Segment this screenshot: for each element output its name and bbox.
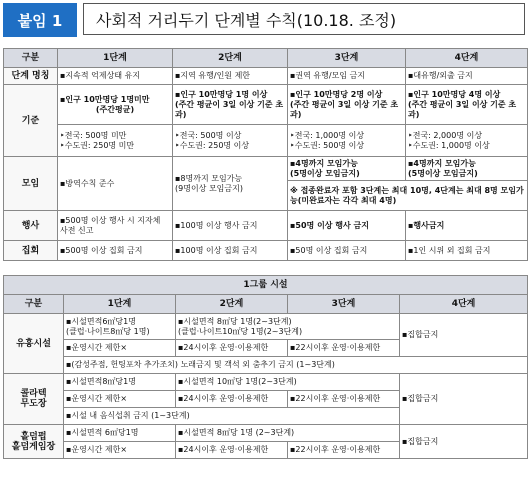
row-label <box>4 374 64 425</box>
cell-subtext: (9명이상 모임금지) <box>175 183 243 193</box>
cell-text: ‣전국: 2,000명 이상 <box>408 130 483 140</box>
table-cell: ▪운영시간 제한× <box>64 340 176 357</box>
table-cell: ▪50명 이상 행사 금지 <box>288 211 406 241</box>
cell-subtext: (주간 평균이 3일 이상 기준 초과) <box>175 99 284 119</box>
row-label: 기준 <box>4 85 58 157</box>
cell-text: ‣수도권: 250명 미만 <box>60 140 135 150</box>
col-header: 3단계 <box>288 49 406 68</box>
cell-text: ‣수도권: 500명 이상 <box>290 140 365 150</box>
table-cell: ▪500명 이상 집회 금지 <box>58 241 173 261</box>
table-cell <box>58 125 173 157</box>
facility-table <box>3 275 528 459</box>
cell-text: (클럽·나이트8㎡당 1명) <box>66 326 150 336</box>
cell-text: ‣전국: 500명 이상 <box>175 130 242 140</box>
col-header: 1단계 <box>64 295 176 314</box>
col-header: 구분 <box>4 295 64 314</box>
table-cell: ▪100명 이상 집회 금지 <box>173 241 288 261</box>
table-row <box>4 211 528 241</box>
table-row <box>4 357 528 374</box>
table-cell: ▪집합금지 <box>400 374 528 425</box>
table-cell: ▪집합금지 <box>400 425 528 459</box>
row-label: 집회 <box>4 241 58 261</box>
table-cell <box>288 125 406 157</box>
table-cell: ▪운영시간 제한× <box>64 391 176 408</box>
cell-text: ▪인구 10만명당 2명 이상 <box>290 89 383 99</box>
stage-table-header <box>4 49 528 68</box>
row-label-text: 홀덤펍 <box>20 431 47 442</box>
table-cell: ▪1인 시위 외 집회 금지 <box>406 241 528 261</box>
table-cell: ▪방역수칙 준수 <box>58 157 173 211</box>
table-cell: ▪22시이후 운영·이용제한 <box>288 391 400 408</box>
table-cell <box>173 85 288 125</box>
table-cell <box>176 314 400 340</box>
table-cell: ▪지속적 억제상태 유지 <box>58 68 173 85</box>
table-cell: ▪500명 이상 행사 시 지자체 사전 신고 <box>58 211 173 241</box>
table-cell: ▪시설면적 8㎡당 1명 (2~3단계) <box>176 425 400 442</box>
document-header <box>3 3 527 37</box>
cell-text: ▪시설면적6㎡당1명 <box>66 316 136 326</box>
cell-text: ‣수도권: 1,000명 이상 <box>408 140 490 150</box>
cell-text: ▪4명까지 모임가능 <box>408 158 476 168</box>
table-cell <box>406 125 528 157</box>
table-row <box>4 425 528 442</box>
table-cell <box>173 157 288 211</box>
cell-subtext: (5명이상 모임금지) <box>290 168 360 178</box>
table-row <box>4 68 528 85</box>
gathering-note: ※ 접종완료자 포함 3단계는 최대 10명, 4단계는 최대 8명 모임가능(미완료자는 각각 최대 4명) <box>288 181 528 211</box>
cell-text: (클럽·나이트10㎡당 1명(2~3단계) <box>178 326 303 336</box>
col-header: 2단계 <box>176 295 288 314</box>
group-bar-row <box>4 276 528 295</box>
table-cell <box>406 157 528 181</box>
cell-text: ▪인구 10만명당 1명 이상 <box>175 89 268 99</box>
facility-table-header <box>4 295 528 314</box>
table-row <box>4 85 528 125</box>
attachment-badge: 붙임 1 <box>3 3 77 37</box>
cell-text: ▪8명까지 모임가능 <box>175 173 243 183</box>
table-cell <box>288 157 406 181</box>
col-header: 4단계 <box>406 49 528 68</box>
table-row <box>4 125 528 157</box>
row-label: 모임 <box>4 157 58 211</box>
page-title: 사회적 거리두기 단계별 수칙(10.18. 조정) <box>83 3 525 35</box>
cell-text: ▪시설면적 8㎡당 1명(2~3단계) <box>178 316 292 326</box>
table-cell: ▪운영시간 제한× <box>64 442 176 459</box>
cell-text: ▪4명까지 모임가능 <box>290 158 358 168</box>
table-cell: ▪24시이후 운영·이용제한 <box>176 391 288 408</box>
table-cell: ▪24시이후 운영·이용제한 <box>176 442 288 459</box>
cell-text: ‣수도권: 250명 이상 <box>175 140 250 150</box>
row-label: 행사 <box>4 211 58 241</box>
cell-text: ▪인구 10만명당 1명미만 <box>60 94 150 104</box>
cell-text: ‣전국: 500명 미만 <box>60 130 127 140</box>
table-cell <box>64 314 176 340</box>
cell-text: ‣전국: 1,000명 이상 <box>290 130 365 140</box>
table-cell: ▪권역 유행/모임 금지 <box>288 68 406 85</box>
row-label-text: 홀덤게임장 <box>11 441 56 452</box>
col-header: 2단계 <box>173 49 288 68</box>
table-cell: ▪시설면적 10㎡당 1명(2~3단계) <box>176 374 400 391</box>
table-row <box>4 157 528 181</box>
row-label <box>4 425 64 459</box>
table-cell: ▪대유행/외출 금지 <box>406 68 528 85</box>
table-row <box>4 241 528 261</box>
row-label-text: 무도장 <box>20 399 47 409</box>
col-header: 3단계 <box>288 295 400 314</box>
table-cell <box>173 125 288 157</box>
table-cell: ▪시설 내 음식섭취 금지 (1~3단계) <box>64 408 400 425</box>
table-cell <box>406 85 528 125</box>
row-label: 유흥시설 <box>4 314 64 374</box>
stage-table <box>3 48 528 261</box>
cell-subtext: (5명이상 모임금지) <box>408 168 478 178</box>
table-cell: ▪행사금지 <box>406 211 528 241</box>
table-cell: ▪22시이후 운영·이용제한 <box>288 340 400 357</box>
table-cell <box>288 85 406 125</box>
row-label-text: 콜라텍 <box>20 389 47 399</box>
col-header: 구분 <box>4 49 58 68</box>
cell-subtext: (주간 평균이 3일 이상 기준 초과) <box>408 99 517 119</box>
table-row <box>4 314 528 340</box>
table-row <box>4 374 528 391</box>
cell-subtext: (주간 평균이 3일 이상 기준 초과) <box>290 99 399 119</box>
table-cell: ▪시설면적 6㎡당1명 <box>64 425 176 442</box>
table-cell: ▪24시이후 운영·이용제한 <box>176 340 288 357</box>
table-cell <box>58 85 173 125</box>
table-cell: ▪시설면적8㎡당1명 <box>64 374 176 391</box>
table-cell: ▪지역 유행/인원 제한 <box>173 68 288 85</box>
table-cell: ▪50명 이상 집회 금지 <box>288 241 406 261</box>
col-header: 4단계 <box>400 295 528 314</box>
table-cell: ▪100명 이상 행사 금지 <box>173 211 288 241</box>
table-cell: ▪22시이후 운영·이용제한 <box>288 442 400 459</box>
table-cell: ▪(감성주점, 헌팅포차 추가조치) 노래금지 및 객석 외 춤추기 금지 (1~3단계) <box>64 357 528 374</box>
cell-subtext: (주간평균) <box>95 104 135 114</box>
group-bar: 1그룹 시설 <box>4 276 528 295</box>
col-header: 1단계 <box>58 49 173 68</box>
row-label: 단계 명칭 <box>4 68 58 85</box>
table-cell: ▪집합금지 <box>400 314 528 357</box>
cell-text: ▪인구 10만명당 4명 이상 <box>408 89 501 99</box>
